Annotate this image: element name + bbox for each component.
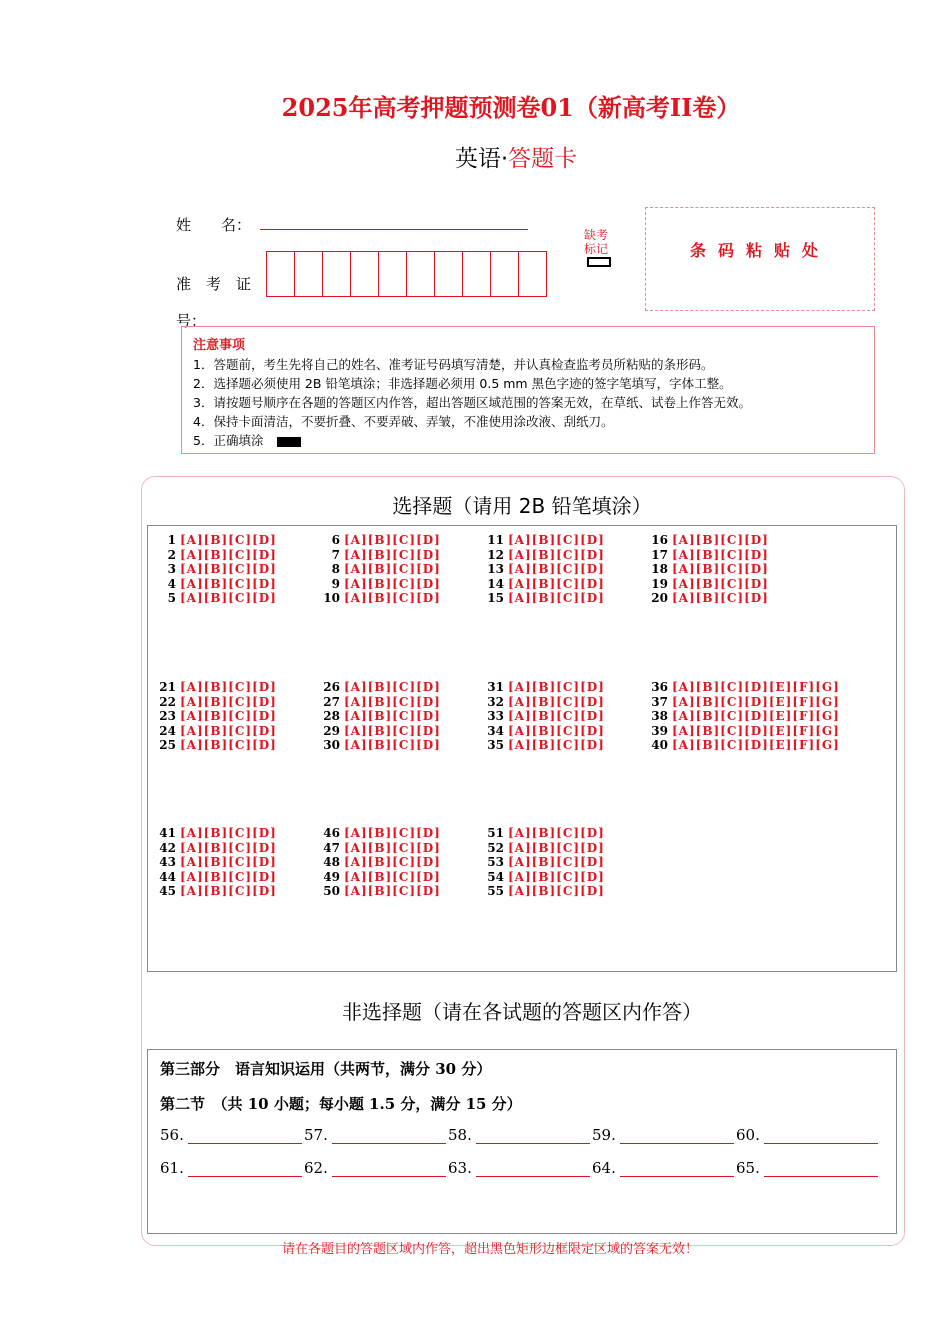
answer-bubbles[interactable]: [A][B][C][D] bbox=[672, 562, 769, 577]
answer-blank[interactable]: 62. bbox=[304, 1159, 448, 1177]
question-number: 11 bbox=[487, 533, 504, 547]
notice-item: 3．请按题号顺序在各题的答题区内作答，超出答题区域范围的答案无效，在草纸、试卷上作答无效。 bbox=[193, 395, 751, 410]
ticket-number-boxes bbox=[266, 251, 547, 297]
choice-question bbox=[640, 533, 769, 548]
answer-bubbles[interactable]: [A][B][C][D] bbox=[180, 547, 277, 562]
choice-question bbox=[476, 870, 605, 885]
answer-bubbles[interactable]: [A][B][C][D] bbox=[508, 547, 605, 562]
answer-bubbles[interactable]: [A][B][C][D] bbox=[344, 723, 441, 738]
question-number: 22 bbox=[159, 694, 176, 709]
choice-question bbox=[312, 826, 441, 841]
choice-question bbox=[476, 548, 605, 563]
choice-question bbox=[148, 724, 277, 739]
question-number: 8 bbox=[331, 562, 340, 577]
notice-title: 注意事项 bbox=[193, 338, 246, 353]
question-number: 30 bbox=[323, 738, 340, 753]
answer-bubbles[interactable]: [A][B][C][D] bbox=[344, 591, 441, 606]
choice-question bbox=[148, 841, 277, 856]
answer-bubbles[interactable]: [A][B][C][D] bbox=[180, 738, 277, 753]
choice-question bbox=[312, 709, 441, 724]
question-number: 20 bbox=[651, 591, 668, 606]
choice-question bbox=[640, 738, 840, 753]
ticket-label: 准 考 证 bbox=[176, 275, 252, 293]
answer-bubbles[interactable]: [A][B][C][D] bbox=[508, 826, 605, 840]
answer-bubbles[interactable]: [A][B][C][D] bbox=[508, 840, 605, 855]
barcode-label: 条码粘贴处 bbox=[689, 241, 830, 260]
answer-bubbles[interactable]: [A][B][C][D] bbox=[180, 869, 277, 884]
answer-blank[interactable]: 58. bbox=[448, 1126, 592, 1144]
nonchoice-section-heading: 非选择题（请在各试题的答题区内作答） bbox=[342, 1000, 702, 1024]
choice-question bbox=[148, 577, 277, 592]
answer-bubbles[interactable]: [A][B][C][D] bbox=[672, 547, 769, 562]
answer-bubbles[interactable]: [A][B][C][D] bbox=[180, 533, 277, 547]
ticket-digit-box[interactable] bbox=[266, 251, 295, 297]
answer-bubbles[interactable]: [A][B][C][D] bbox=[672, 576, 769, 591]
question-number: 32 bbox=[487, 694, 504, 709]
answer-bubbles[interactable]: [A][B][C][D] bbox=[344, 826, 441, 840]
answer-blank[interactable]: 61. bbox=[160, 1159, 304, 1177]
choice-question bbox=[476, 855, 605, 870]
question-number: 41 bbox=[159, 826, 176, 840]
answer-bubbles[interactable]: [A][B][C][D] bbox=[508, 709, 605, 724]
question-number: 39 bbox=[651, 723, 668, 738]
choice-question bbox=[148, 680, 277, 695]
question-number: 47 bbox=[323, 840, 340, 855]
question-number: 29 bbox=[323, 723, 340, 738]
choice-question bbox=[476, 533, 605, 548]
question-number: 13 bbox=[487, 562, 504, 577]
answer-bubbles[interactable]: [A][B][C][D] bbox=[180, 562, 277, 577]
answer-bubbles[interactable]: [A][B][C][D] bbox=[344, 694, 441, 709]
question-number: 25 bbox=[159, 738, 176, 753]
choice-question bbox=[148, 562, 277, 577]
choice-question bbox=[640, 562, 769, 577]
answer-blank[interactable]: 64. bbox=[592, 1159, 736, 1177]
choice-question bbox=[148, 855, 277, 870]
question-number: 55 bbox=[487, 884, 504, 899]
answer-bubbles[interactable]: [A][B][C][D] bbox=[180, 694, 277, 709]
question-number: 51 bbox=[487, 826, 504, 840]
answer-bubbles[interactable]: [A][B][C][D][E][F][G] bbox=[672, 723, 840, 738]
question-number: 33 bbox=[487, 709, 504, 724]
choice-question bbox=[476, 680, 605, 695]
question-number: 24 bbox=[159, 723, 176, 738]
answer-blank[interactable]: 60. bbox=[736, 1126, 880, 1144]
question-number: 48 bbox=[323, 855, 340, 870]
choice-question bbox=[640, 591, 769, 606]
answer-bubbles[interactable]: [A][B][C][D][E][F][G] bbox=[672, 738, 840, 753]
answer-bubbles[interactable]: [A][B][C][D] bbox=[508, 884, 605, 899]
choice-question bbox=[148, 591, 277, 606]
filled-bubble-sample bbox=[277, 437, 301, 447]
ticket-digit-box[interactable] bbox=[434, 251, 463, 297]
question-number: 7 bbox=[331, 547, 340, 562]
question-number: 44 bbox=[159, 869, 176, 884]
choice-question bbox=[476, 577, 605, 592]
ticket-digit-box[interactable] bbox=[322, 251, 351, 297]
question-number: 54 bbox=[487, 869, 504, 884]
question-number: 23 bbox=[159, 709, 176, 724]
choice-question bbox=[312, 841, 441, 856]
answer-bubbles[interactable]: [A][B][C][D][E][F][G] bbox=[672, 680, 840, 694]
question-number: 40 bbox=[651, 738, 668, 753]
choice-question bbox=[476, 841, 605, 856]
choice-question bbox=[312, 870, 441, 885]
notice-item-label: 5．正确填涂 bbox=[193, 433, 264, 448]
choice-question bbox=[476, 562, 605, 577]
page-title: 2025年高考押题预测卷01（新高考II卷） bbox=[281, 93, 741, 122]
section-title: 第二节 （共 10 小题；每小题 1.5 分，满分 15 分） bbox=[160, 1095, 522, 1113]
answer-bubbles[interactable]: [A][B][C][D] bbox=[180, 709, 277, 724]
ticket-digit-box[interactable] bbox=[490, 251, 519, 297]
question-number: 16 bbox=[651, 533, 668, 547]
choice-question bbox=[312, 533, 441, 548]
answer-bubbles[interactable]: [A][B][C][D] bbox=[508, 591, 605, 606]
answer-blank[interactable]: 59. bbox=[592, 1126, 736, 1144]
answer-bubbles[interactable]: [A][B][C][D] bbox=[508, 576, 605, 591]
question-number: 5 bbox=[167, 591, 176, 606]
answer-blank[interactable]: 57. bbox=[304, 1126, 448, 1144]
answer-bubbles[interactable]: [A][B][C][D][E][F][G] bbox=[672, 709, 840, 724]
choice-question bbox=[476, 591, 605, 606]
answer-bubbles[interactable]: [A][B][C][D] bbox=[344, 884, 441, 899]
question-number: 17 bbox=[651, 547, 668, 562]
question-number: 27 bbox=[323, 694, 340, 709]
choice-section-heading: 选择题（请用 2B 铅笔填涂） bbox=[392, 494, 652, 518]
ticket-digit-box[interactable] bbox=[462, 251, 491, 297]
question-number: 26 bbox=[323, 680, 340, 694]
choice-question bbox=[148, 548, 277, 563]
question-number: 37 bbox=[651, 694, 668, 709]
subtitle-subject: 英语· bbox=[454, 146, 509, 172]
question-number: 10 bbox=[323, 591, 340, 606]
choice-question bbox=[640, 695, 840, 710]
question-number: 43 bbox=[159, 855, 176, 870]
choice-question bbox=[148, 738, 277, 753]
answer-blank[interactable]: 65. bbox=[736, 1159, 880, 1177]
part-title: 第三部分 语言知识运用（共两节，满分 30 分） bbox=[160, 1060, 492, 1078]
choice-question bbox=[640, 709, 840, 724]
page-subtitle bbox=[0, 140, 950, 173]
question-number: 46 bbox=[323, 826, 340, 840]
answer-bubbles[interactable]: [A][B][C][D] bbox=[344, 533, 441, 547]
blank-row bbox=[160, 1159, 880, 1177]
question-number: 45 bbox=[159, 884, 176, 899]
question-number: 52 bbox=[487, 840, 504, 855]
answer-bubbles[interactable]: [A][B][C][D] bbox=[508, 869, 605, 884]
choice-question bbox=[640, 577, 769, 592]
answer-bubbles[interactable]: [A][B][C][D][E][F][G] bbox=[672, 694, 840, 709]
choice-question bbox=[148, 826, 277, 841]
answer-bubbles[interactable]: [A][B][C][D] bbox=[508, 738, 605, 753]
blank-row bbox=[160, 1126, 880, 1144]
nonchoice-answer-area bbox=[147, 1049, 897, 1234]
choice-question bbox=[312, 562, 441, 577]
choice-question bbox=[312, 738, 441, 753]
choice-question bbox=[312, 577, 441, 592]
ticket-digit-box[interactable] bbox=[406, 251, 435, 297]
answer-bubbles[interactable]: [A][B][C][D] bbox=[508, 562, 605, 577]
question-number: 36 bbox=[651, 680, 668, 694]
notice-item: 2．选择题必须使用 2B 铅笔填涂；非选择题必须用 0.5 mm 黑色字迹的签字笔填写，字体工整。 bbox=[193, 376, 732, 391]
question-number: 53 bbox=[487, 855, 504, 870]
question-number: 49 bbox=[323, 869, 340, 884]
answer-bubbles[interactable]: [A][B][C][D] bbox=[180, 576, 277, 591]
answer-bubbles[interactable]: [A][B][C][D] bbox=[180, 840, 277, 855]
absent-mark-label: 缺考标记 bbox=[584, 228, 609, 256]
question-number: 3 bbox=[167, 562, 176, 577]
question-number: 14 bbox=[487, 576, 504, 591]
question-number: 2 bbox=[167, 547, 176, 562]
choice-question bbox=[148, 695, 277, 710]
question-number: 4 bbox=[167, 576, 176, 591]
question-number: 50 bbox=[323, 884, 340, 899]
question-number: 12 bbox=[487, 547, 504, 562]
answer-bubbles[interactable]: [A][B][C][D] bbox=[180, 855, 277, 870]
question-number: 42 bbox=[159, 840, 176, 855]
answer-bubbles[interactable]: [A][B][C][D] bbox=[508, 855, 605, 870]
question-number: 18 bbox=[651, 562, 668, 577]
answer-bubbles[interactable]: [A][B][C][D] bbox=[508, 723, 605, 738]
answer-bubbles[interactable]: [A][B][C][D] bbox=[344, 840, 441, 855]
notice-item: 1．答题前，考生先将自己的姓名、准考证号码填写清楚，并认真检查监考员所粘贴的条形码。 bbox=[193, 357, 714, 372]
name-input-line[interactable] bbox=[260, 229, 528, 230]
question-number: 35 bbox=[487, 738, 504, 753]
question-number: 19 bbox=[651, 576, 668, 591]
choice-question bbox=[640, 724, 840, 739]
choice-question bbox=[640, 680, 840, 695]
choice-question bbox=[476, 738, 605, 753]
choice-question bbox=[312, 680, 441, 695]
footer-note: 请在各题目的答题区域内作答，超出黑色矩形边框限定区域的答案无效！ bbox=[281, 1242, 698, 1257]
answer-bubbles[interactable]: [A][B][C][D] bbox=[180, 884, 277, 899]
choice-question bbox=[476, 826, 605, 841]
answer-bubbles[interactable]: [A][B][C][D] bbox=[180, 591, 277, 606]
answer-bubbles[interactable]: [A][B][C][D] bbox=[672, 591, 769, 606]
answer-blank[interactable]: 63. bbox=[448, 1159, 592, 1177]
ticket-label-suffix: 号： bbox=[176, 312, 207, 330]
answer-bubbles[interactable]: [A][B][C][D] bbox=[508, 694, 605, 709]
question-number: 9 bbox=[331, 576, 340, 591]
choice-question bbox=[312, 695, 441, 710]
ticket-digit-box[interactable] bbox=[294, 251, 323, 297]
choice-question bbox=[312, 724, 441, 739]
choice-question bbox=[312, 855, 441, 870]
answer-bubbles[interactable]: [A][B][C][D] bbox=[344, 680, 441, 694]
answer-bubbles[interactable]: [A][B][C][D] bbox=[180, 680, 277, 694]
absent-mark-box[interactable] bbox=[587, 257, 611, 267]
choice-question bbox=[640, 548, 769, 563]
question-number: 34 bbox=[487, 723, 504, 738]
choice-question bbox=[148, 533, 277, 548]
answer-bubbles[interactable]: [A][B][C][D] bbox=[672, 533, 769, 547]
answer-bubbles[interactable]: [A][B][C][D] bbox=[344, 547, 441, 562]
barcode-area bbox=[645, 207, 875, 311]
notice-box bbox=[181, 326, 875, 454]
ticket-digit-box[interactable] bbox=[350, 251, 379, 297]
question-number: 21 bbox=[159, 680, 176, 694]
choice-question bbox=[148, 870, 277, 885]
choice-question bbox=[312, 591, 441, 606]
choice-question bbox=[476, 709, 605, 724]
question-number: 15 bbox=[487, 591, 504, 606]
choice-question bbox=[476, 884, 605, 899]
question-number: 28 bbox=[323, 709, 340, 724]
subtitle-answer-sheet: 答题卡 bbox=[508, 146, 578, 172]
choice-question bbox=[476, 695, 605, 710]
answer-bubbles[interactable]: [A][B][C][D] bbox=[344, 855, 441, 870]
name-label: 姓 名： bbox=[176, 216, 252, 234]
answer-bubbles[interactable]: [A][B][C][D] bbox=[508, 680, 605, 694]
question-number: 6 bbox=[331, 533, 340, 547]
choice-question bbox=[312, 884, 441, 899]
question-number: 38 bbox=[651, 709, 668, 724]
ticket-digit-box[interactable] bbox=[378, 251, 407, 297]
choice-question bbox=[148, 884, 277, 899]
answer-bubbles[interactable]: [A][B][C][D] bbox=[344, 562, 441, 577]
answer-bubbles[interactable]: [A][B][C][D] bbox=[344, 709, 441, 724]
answer-bubbles[interactable]: [A][B][C][D] bbox=[344, 869, 441, 884]
answer-blank[interactable]: 56. bbox=[160, 1126, 304, 1144]
choice-question bbox=[312, 548, 441, 563]
notice-item: 4．保持卡面清洁，不要折叠、不要弄破、弄皱，不准使用涂改液、刮纸刀。 bbox=[193, 414, 614, 429]
answer-bubbles[interactable]: [A][B][C][D] bbox=[344, 576, 441, 591]
notice-item-fill-example bbox=[193, 431, 301, 449]
answer-bubbles[interactable]: [A][B][C][D] bbox=[508, 533, 605, 547]
answer-bubbles[interactable]: [A][B][C][D] bbox=[344, 738, 441, 753]
question-number: 31 bbox=[487, 680, 504, 694]
answer-bubbles[interactable]: [A][B][C][D] bbox=[180, 826, 277, 840]
choice-question bbox=[476, 724, 605, 739]
choice-question bbox=[148, 709, 277, 724]
answer-bubbles[interactable]: [A][B][C][D] bbox=[180, 723, 277, 738]
ticket-digit-box[interactable] bbox=[518, 251, 547, 297]
question-number: 1 bbox=[167, 533, 176, 547]
